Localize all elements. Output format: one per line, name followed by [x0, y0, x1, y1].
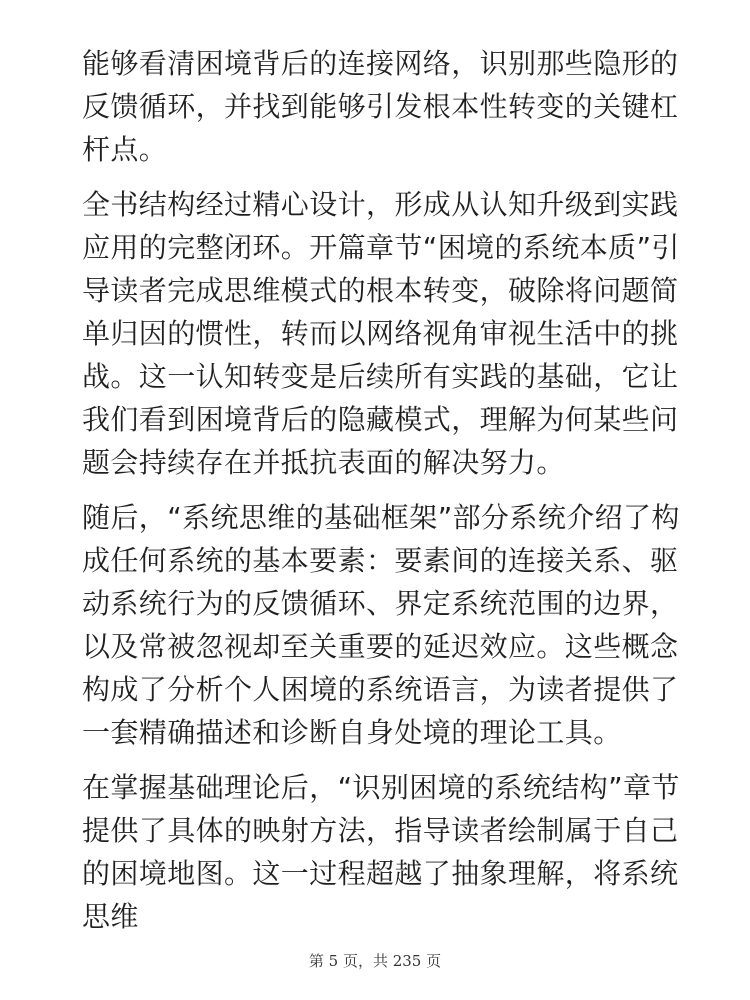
paragraph-1: 能够看清困境背后的连接网络，识别那些隐形的反馈循环，并找到能够引发根本性转变的关键杠杆点。	[82, 47, 679, 166]
page-body	[82, 42, 682, 950]
paragraph-4: 在掌握基础理论后，“识别困境的系统结构”章节提供了具体的映射方法，指导读者绘制属于自己的困境地图。这一过程超越了抽象理解，将系统思维	[82, 771, 680, 933]
page-number-footer: 第 5 页，共 235 页	[308, 952, 442, 970]
paragraph-3: 随后，“系统思维的基础框架”部分系统介绍了构成任何系统的基本要素：要素间的连接关系、驱动系统行为的反馈循环、界定系统范围的边界，以及常被忽视却至关重要的延迟效应。这些概念构成了分析个人困境的系统语言，为读者提供了一套精确描述和诊断自身处境的理论工具。	[82, 501, 680, 749]
paragraph-2: 全书结构经过精心设计，形成从认知升级到实践应用的完整闭环。开篇章节“困境的系统本质”引导读者完成思维模式的根本转变，破除将问题简单归因的惯性，转而以网络视角审视生活中的挑战。这一认知转变是后续所有实践的基础，它让我们看到困境背后的隐藏模式，理解为何某些问题会持续存在并抵抗表面的解决努力。	[82, 188, 680, 479]
